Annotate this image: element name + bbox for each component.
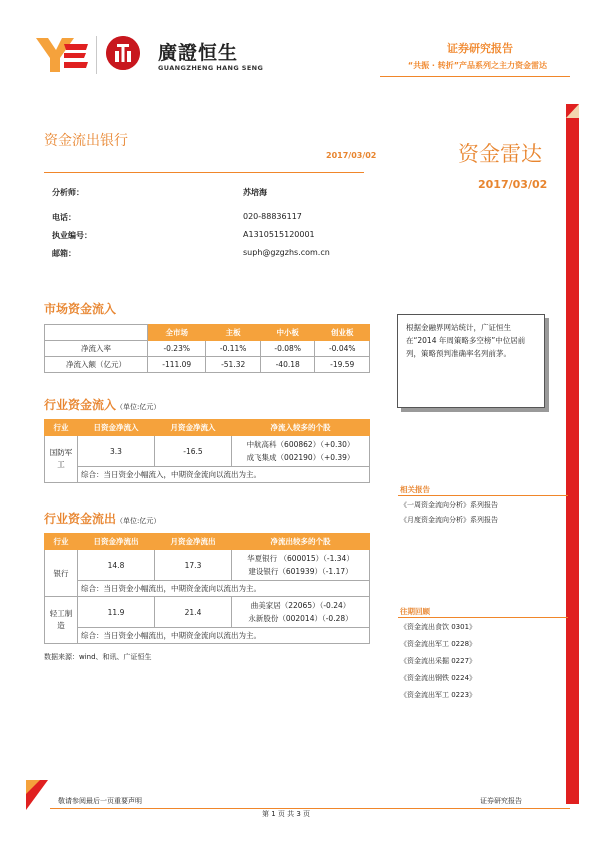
market-header-cell [45, 325, 148, 341]
outflow-stock: 建设银行（601939）（-1.17） [248, 567, 353, 576]
review-title: 往期回顾 [400, 607, 430, 616]
market-section-title: 市场资金流入 [44, 302, 117, 316]
inflow-header-cell: 月资金净流入 [155, 420, 232, 436]
ye-logo-icon [36, 38, 88, 72]
brand-name-cn: 廣證恒生 [158, 42, 239, 64]
license-value: A1310515120001 [243, 230, 315, 239]
page-number: 第 1 页 共 3 页 [262, 810, 311, 818]
market-table [44, 324, 370, 373]
outflow-table [44, 533, 370, 644]
inflow-table [44, 419, 370, 483]
seal-logo-icon [106, 36, 140, 70]
header-rule [380, 76, 570, 77]
email-label: 邮箱： [52, 249, 76, 258]
market-cell: -0.08% [260, 341, 315, 357]
report-series: “共振 · 转折”产品系列之主力资金雷达 [407, 61, 547, 70]
review-item[interactable]: 《资金流出军工 0228》 [400, 640, 477, 648]
report-date: 2017/03/02 [326, 151, 377, 160]
analyst-label: 分析师： [52, 188, 84, 197]
table-row [45, 436, 370, 467]
related-title: 相关报告 [400, 485, 430, 494]
review-item[interactable]: 《资金流出军工 0223》 [400, 691, 477, 699]
table-row [45, 550, 370, 581]
inflow-section-title [44, 396, 160, 413]
table-row [45, 581, 370, 597]
analyst-name: 苏培海 [243, 188, 267, 197]
outflow-header-cell: 行业 [45, 534, 78, 550]
inflow-header-cell: 日资金净流入 [78, 420, 155, 436]
market-header-cell: 全市场 [148, 325, 206, 341]
report-type: 证券研究报告 [447, 42, 513, 55]
market-cell: -0.04% [315, 341, 370, 357]
radar-title: 资金雷达 [458, 142, 542, 166]
market-cell: 净流入率 [45, 341, 148, 357]
market-header-cell: 创业板 [315, 325, 370, 341]
outflow-summary: 综合：当日资金小幅流出，中期资金流向以流出为主。 [78, 628, 370, 644]
outflow-title-text: 行业资金流出 [44, 512, 117, 526]
market-cell: -0.11% [206, 341, 261, 357]
title-rule [44, 172, 364, 173]
outflow-header-cell: 净流出较多的个股 [232, 534, 370, 550]
outflow-stock: 永新股份（002014）（-0.28） [248, 614, 353, 623]
market-cell: -111.09 [148, 357, 206, 373]
inflow-unit: （单位:亿元） [116, 403, 161, 411]
outflow-stock: 曲美家居（22065）（-0.24） [250, 601, 351, 610]
outflow-month: 17.3 [155, 550, 232, 581]
outflow-unit: （单位:亿元） [116, 517, 161, 525]
footer-disclaimer: 敬请参阅最后一页重要声明 [58, 797, 142, 805]
table-row [45, 628, 370, 644]
market-header-cell: 中小板 [260, 325, 315, 341]
review-item[interactable]: 《资金流出钢铁 0224》 [400, 674, 477, 682]
page-title: 资金流出银行 [44, 133, 128, 149]
right-bar-cap [566, 104, 579, 118]
outflow-section-title [44, 510, 160, 527]
data-source: 数据来源：wind、和讯、广证恒生 [44, 653, 152, 661]
phone-value: 020-88836117 [243, 212, 302, 221]
phone-label: 电话： [52, 213, 76, 222]
inflow-summary: 综合：当日资金小幅流入，中期资金流向以流出为主。 [78, 467, 370, 483]
email-value[interactable]: suph@gzgzhs.com.cn [243, 248, 330, 257]
market-cell: -0.23% [148, 341, 206, 357]
related-item[interactable]: 《一周资金流向分析》系列报告 [400, 501, 498, 509]
logo-divider [96, 36, 97, 74]
review-item[interactable]: 《资金流出采掘 0227》 [400, 657, 477, 665]
license-label: 执业编号： [52, 231, 92, 240]
outflow-month: 21.4 [155, 597, 232, 628]
review-item[interactable]: 《资金流出食饮 0301》 [400, 623, 477, 631]
right-red-bar [566, 104, 579, 804]
outflow-day: 11.9 [78, 597, 155, 628]
market-cell: -19.59 [315, 357, 370, 373]
outflow-stock: 华夏银行 （600015）（-1.34） [247, 554, 354, 563]
inflow-day: 3.3 [78, 436, 155, 467]
related-rule [398, 495, 568, 496]
market-cell: 净流入额（亿元） [45, 357, 148, 373]
outflow-header-cell: 月资金净流出 [155, 534, 232, 550]
table-row [45, 597, 370, 628]
side-note-box: 根据金融界网站统计，广证恒生在“2014 年周策略多空榜”中位居前列，策略预判准确率名列前茅。 [397, 314, 545, 408]
footer-orange-triangle [26, 780, 40, 794]
market-cell: -51.32 [206, 357, 261, 373]
outflow-header-cell: 日资金净流出 [78, 534, 155, 550]
related-item[interactable]: 《月度资金流向分析》系列报告 [400, 516, 498, 524]
outflow-summary: 综合：当日资金小幅流出，中期资金流向以流出为主。 [78, 581, 370, 597]
outflow-day: 14.8 [78, 550, 155, 581]
inflow-title-text: 行业资金流入 [44, 398, 117, 412]
outflow-industry: 轻工制造 [45, 597, 78, 644]
inflow-month: -16.5 [155, 436, 232, 467]
inflow-header-cell: 净流入较多的个股 [232, 420, 370, 436]
market-cell: -40.18 [260, 357, 315, 373]
outflow-industry: 银行 [45, 550, 78, 597]
inflow-stock: 中航高科（600862）（+0.30） [246, 440, 355, 449]
market-header-cell: 主板 [206, 325, 261, 341]
radar-date: 2017/03/02 [478, 178, 548, 191]
table-row [45, 467, 370, 483]
brand-name-en: GUANGZHENG HANG SENG [158, 64, 264, 72]
footer-label: 证券研究报告 [480, 797, 522, 805]
inflow-header-cell: 行业 [45, 420, 78, 436]
review-rule [398, 617, 568, 618]
inflow-industry: 国防军工 [45, 436, 78, 483]
table-row [45, 357, 370, 373]
table-row [45, 341, 370, 357]
inflow-stock: 成飞集成（002190）（+0.39） [246, 453, 355, 462]
